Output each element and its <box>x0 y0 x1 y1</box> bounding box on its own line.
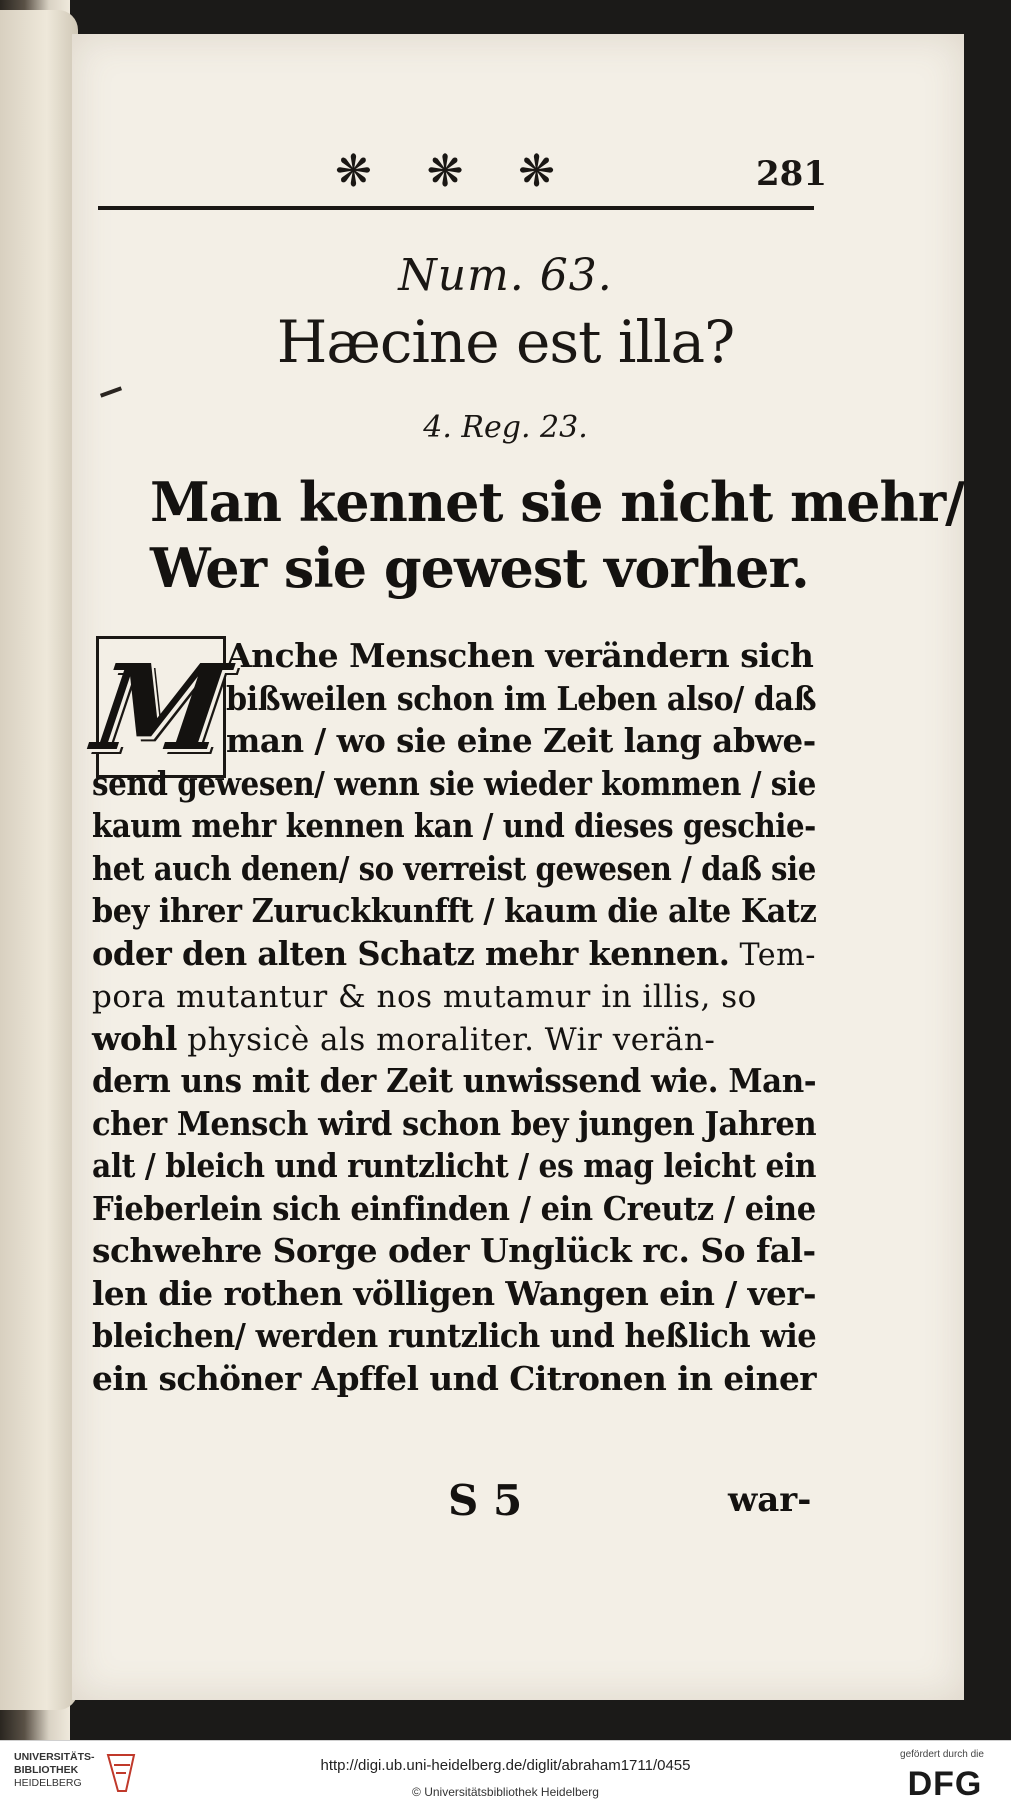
header-ornaments <box>335 146 555 197</box>
document-url[interactable]: http://digi.ub.uni-heidelberg.de/diglit/abraham1711/0455 <box>320 1757 691 1774</box>
dfg-logo[interactable]: DFG <box>907 1765 983 1803</box>
body-line: pora mutantur & nos mutamur in illis, so <box>92 979 757 1015</box>
section-number: Num. 63. <box>398 250 613 301</box>
ornament-icon: ❋ <box>518 146 555 197</box>
page-number: 281 <box>756 154 827 194</box>
body-line: send gewesen/ wenn sie wieder kommen / sie <box>92 763 816 803</box>
catchword: war- <box>728 1480 812 1520</box>
scripture-reference: 4. Reg. 23. <box>423 410 588 445</box>
body-line: wohl physicè als moraliter. Wir verän- <box>92 1018 716 1058</box>
body-line: schwehre Sorge oder Unglück rc. So fal- <box>92 1231 816 1270</box>
body-line: dern uns mit der Zeit unwissend wie. Man- <box>92 1061 817 1100</box>
body-line: oder den alten Schatz mehr kennen. Tem- <box>92 933 816 973</box>
library-name: UNIVERSITÄTS- BIBLIOTHEK HEIDELBERG <box>14 1751 95 1789</box>
body-line: ein schöner Apffel und Citronen in einer <box>92 1358 817 1398</box>
signature-mark: S 5 <box>448 1476 523 1525</box>
heading-line: Wer sie gewest vorher. <box>150 536 809 600</box>
body-line: kaum mehr kennen kan / und dieses geschie- <box>92 806 816 845</box>
body-line: het auch denen/ so verreist gewesen / daß sie <box>92 848 816 888</box>
body-line: len die rothen völligen Wangen ein / ver- <box>92 1273 816 1313</box>
copyright-notice: © Universitätsbibliothek Heidelberg <box>412 1785 599 1799</box>
ornament-icon: ❋ <box>426 146 464 197</box>
ornament-icon: ❋ <box>335 146 372 197</box>
drop-capital: M <box>85 637 237 777</box>
body-line: bey ihrer Zuruckkunfft / kaum die alte Katz <box>92 891 817 930</box>
body-line: bißweilen schon im Leben also/ daß <box>226 678 817 718</box>
body-line: alt / bleich und runtzlicht / es mag leicht ein <box>92 1146 817 1185</box>
header-rule <box>98 206 814 210</box>
body-line: man / wo sie eine Zeit lang abwe- <box>226 721 816 760</box>
body-line: cher Mensch wird schon bey jungen Jahren <box>92 1103 817 1143</box>
viewer-footer <box>0 1740 1011 1811</box>
heading-line: Man kennet sie nicht mehr/ <box>150 470 964 534</box>
latin-title: Hæcine est illa? <box>276 308 735 376</box>
body-line: bleichen/ werden runtzlich und heßlich wie <box>92 1316 817 1355</box>
body-line: Anche Menschen verändern sich <box>226 636 814 675</box>
body-line: Fieberlein sich einfinden / ein Creutz / eine <box>92 1188 816 1228</box>
funded-by-label: gefördert durch die <box>900 1749 984 1760</box>
